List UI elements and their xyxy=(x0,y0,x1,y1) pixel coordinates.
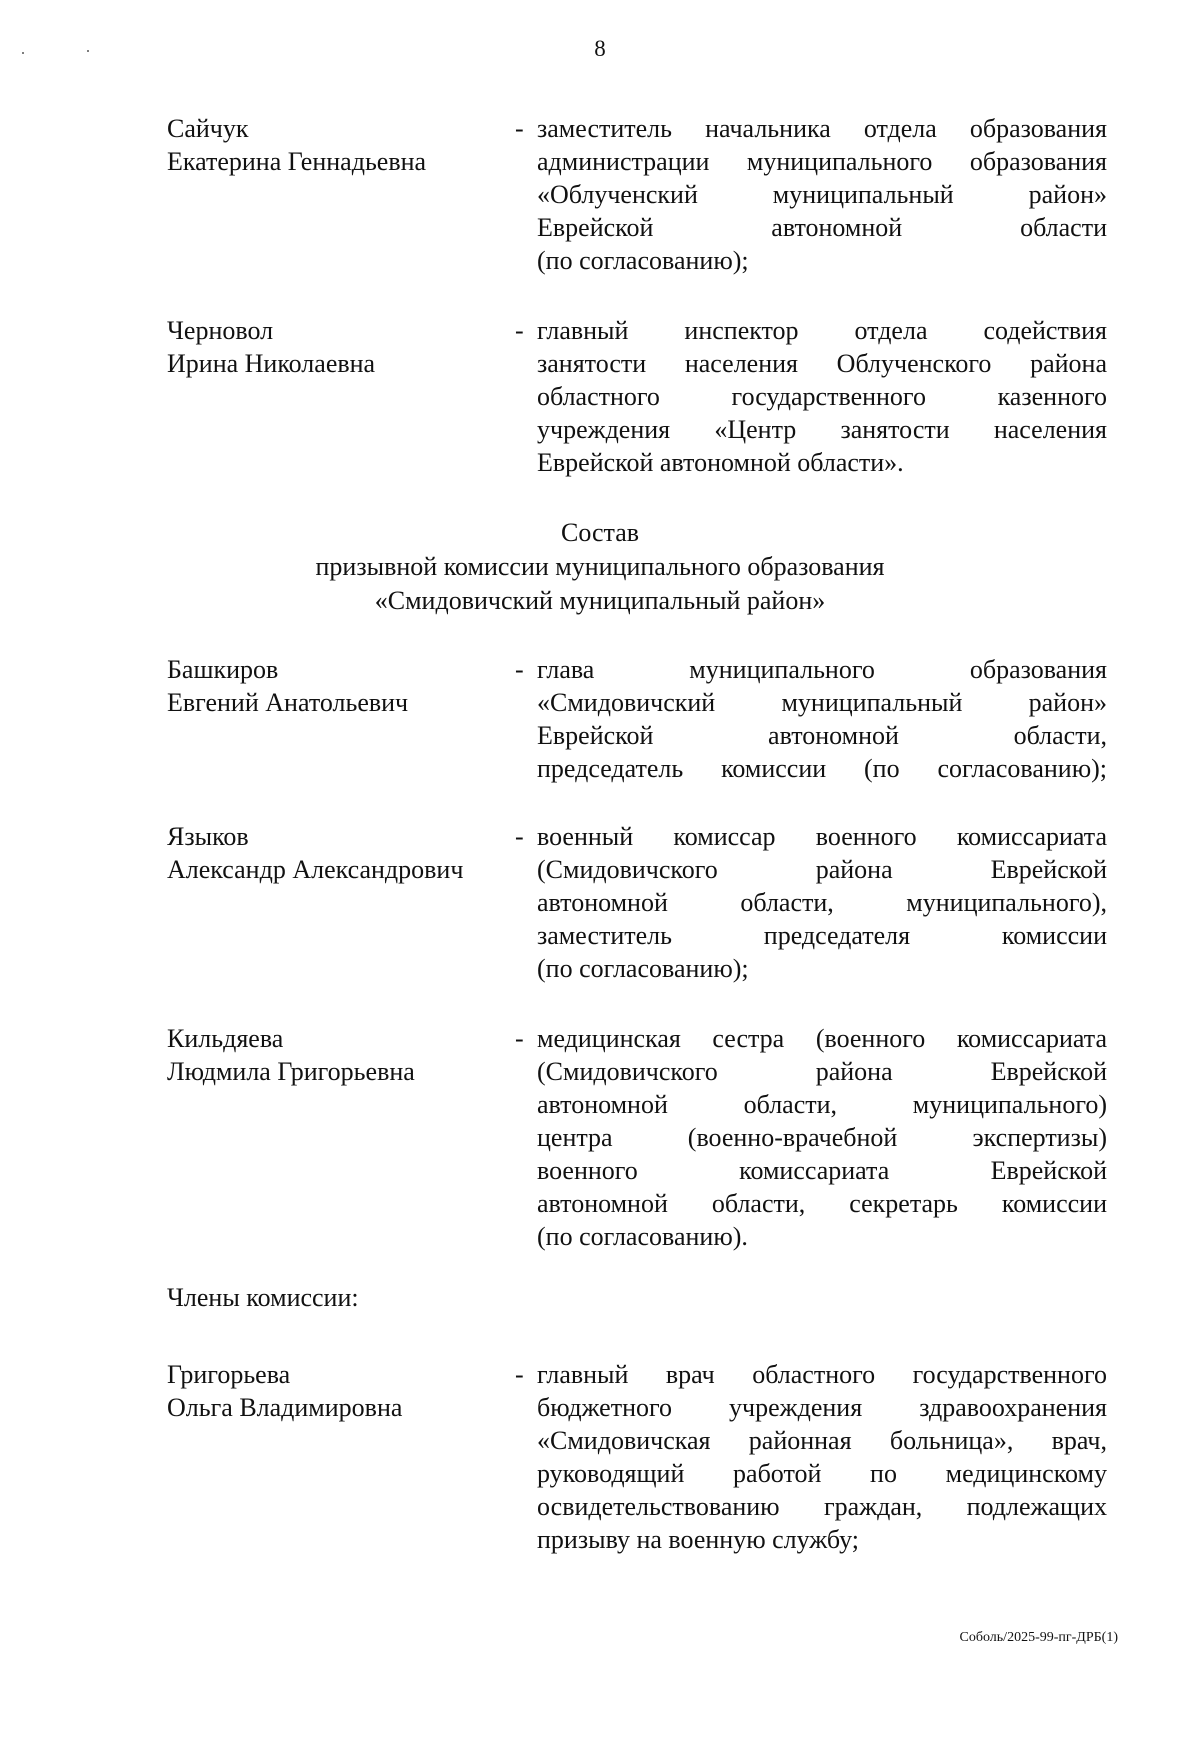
member-name xyxy=(167,820,507,886)
position-line: центра (военно-врачебной экспертизы) xyxy=(537,1123,1107,1152)
document-reference-code: Соболь/2025-99-пг-ДРБ(1) xyxy=(959,1630,1118,1645)
member-given-names: Ирина Николаевна xyxy=(167,349,376,378)
member-given-names: Людмила Григорьевна xyxy=(167,1057,415,1086)
members-label: Члены комиссии: xyxy=(167,1283,359,1312)
position-line: руководящий работой по медицинскому xyxy=(537,1459,1107,1488)
entry-dash: - xyxy=(515,1024,524,1053)
position-line: бюджетного учреждения здравоохранения xyxy=(537,1393,1107,1422)
heading-title: Состав xyxy=(560,518,640,547)
position-line: главный инспектор отдела содействия xyxy=(537,316,1107,345)
member-surname: Григорьева xyxy=(167,1360,291,1389)
position-line: медицинская сестра (военного комиссариата xyxy=(537,1024,1107,1053)
position-line: главный врач областного государственного xyxy=(537,1360,1107,1389)
position-line: председатель комиссии (по согласованию); xyxy=(537,754,1107,783)
heading-subtitle: призывной комиссии муниципального образования xyxy=(315,552,885,581)
position-line: Еврейской автономной области». xyxy=(537,448,904,477)
member-surname: Черновол xyxy=(167,316,274,345)
member-position xyxy=(537,314,1107,479)
position-line: (Смидовичского района Еврейской xyxy=(537,1057,1107,1086)
member-position xyxy=(537,1022,1107,1253)
position-line: военный комиссар военного комиссариата xyxy=(537,822,1107,851)
entry-dash: - xyxy=(515,114,524,143)
member-given-names: Александр Александрович xyxy=(167,855,464,884)
position-line: глава муниципального образования xyxy=(537,655,1107,684)
position-line: (по согласованию). xyxy=(537,1222,748,1251)
member-position xyxy=(537,1358,1107,1556)
heading-subtitle: «Смидовичский муниципальный район» xyxy=(374,586,826,615)
member-position xyxy=(537,112,1107,277)
position-line: (Смидовичского района Еврейской xyxy=(537,855,1107,884)
member-given-names: Ольга Владимировна xyxy=(167,1393,403,1422)
position-line: (по согласованию); xyxy=(537,954,749,983)
position-line: администрации муниципального образования xyxy=(537,147,1107,176)
position-line: автономной области, муниципального) xyxy=(537,1090,1107,1119)
position-line: автономной области, муниципального), xyxy=(537,888,1107,917)
entry-dash: - xyxy=(515,316,524,345)
position-line: заместитель начальника отдела образования xyxy=(537,114,1107,143)
position-line: заместитель председателя комиссии xyxy=(537,921,1107,950)
entry-dash: - xyxy=(515,655,524,684)
member-name xyxy=(167,314,507,380)
member-position xyxy=(537,653,1107,785)
member-surname: Сайчук xyxy=(167,114,249,143)
member-given-names: Евгений Анатольевич xyxy=(167,688,409,717)
member-surname: Языков xyxy=(167,822,249,851)
position-line: призыву на военную службу; xyxy=(537,1525,860,1554)
position-line: Еврейской автономной области, xyxy=(537,721,1107,750)
position-line: учреждения «Центр занятости населения xyxy=(537,415,1107,444)
position-line: Еврейской автономной области xyxy=(537,213,1107,242)
position-line: военного комиссариата Еврейской xyxy=(537,1156,1107,1185)
entry-dash: - xyxy=(515,822,524,851)
member-name xyxy=(167,1358,507,1424)
position-line: «Облученский муниципальный район» xyxy=(537,180,1107,209)
position-line: «Смидовичский муниципальный район» xyxy=(537,688,1107,717)
position-line: занятости населения Облученского района xyxy=(537,349,1107,378)
member-name xyxy=(167,112,507,178)
section-heading xyxy=(0,516,1200,618)
member-name xyxy=(167,1022,507,1088)
member-position xyxy=(537,820,1107,985)
member-name xyxy=(167,653,507,719)
position-line: освидетельствованию граждан, подлежащих xyxy=(537,1492,1107,1521)
position-line: «Смидовичская районная больница», врач, xyxy=(537,1426,1107,1455)
position-line: областного государственного казенного xyxy=(537,382,1107,411)
position-line: (по согласованию); xyxy=(537,246,749,275)
page-number: 8 xyxy=(594,36,606,61)
member-surname: Башкиров xyxy=(167,655,279,684)
entry-dash: - xyxy=(515,1360,524,1389)
position-line: автономной области, секретарь комиссии xyxy=(537,1189,1107,1218)
member-given-names: Екатерина Геннадьевна xyxy=(167,147,427,176)
member-surname: Кильдяева xyxy=(167,1024,284,1053)
